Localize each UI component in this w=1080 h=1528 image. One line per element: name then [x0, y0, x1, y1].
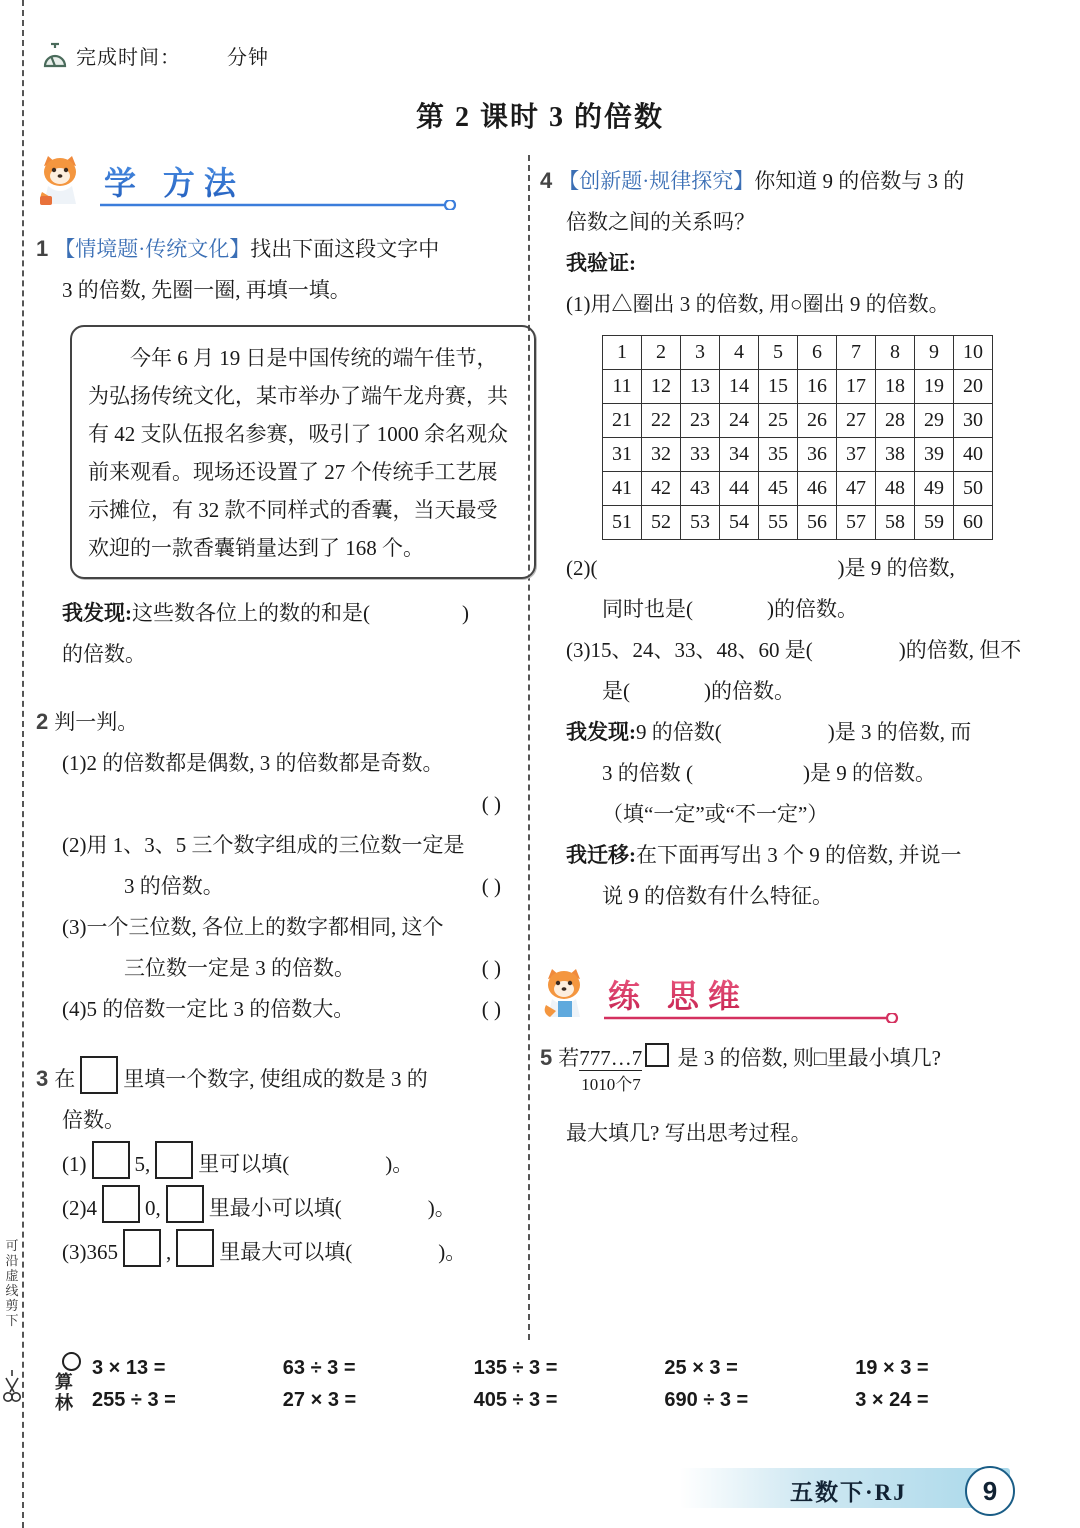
calc-expression[interactable]: 3 × 13 = — [92, 1357, 166, 1379]
problem-3-stem — [36, 1056, 521, 1100]
grid-cell[interactable]: 39 — [915, 438, 954, 472]
grid-cell[interactable]: 12 — [642, 370, 681, 404]
grid-cell[interactable]: 8 — [876, 336, 915, 370]
item-mid: 0, — [145, 1196, 161, 1220]
fill-box[interactable] — [80, 1056, 118, 1094]
grid-cell[interactable]: 2 — [642, 336, 681, 370]
problem-4-tag: 【创新题·规律探究】 — [558, 169, 755, 193]
grid-cell[interactable]: 15 — [759, 370, 798, 404]
problem-2-answer-1[interactable]: ( ) — [481, 792, 501, 816]
step2-close: )是 9 的倍数, — [837, 556, 955, 580]
fill-box[interactable] — [123, 1229, 161, 1267]
grid-cell[interactable]: 25 — [759, 404, 798, 438]
grid-cell[interactable]: 17 — [837, 370, 876, 404]
grid-cell[interactable]: 18 — [876, 370, 915, 404]
problem-4-stem-line1: 你知道 9 的倍数与 3 的 — [754, 169, 965, 193]
table-row — [603, 404, 993, 438]
grid-cell[interactable]: 16 — [798, 370, 837, 404]
grid-cell[interactable]: 31 — [603, 438, 642, 472]
item-post: 里可以填( — [198, 1152, 290, 1176]
page-title: 第 2 课时 3 的倍数 — [415, 102, 664, 133]
scissors-icon — [0, 1368, 24, 1408]
step3-c: 是( — [602, 679, 630, 703]
calc-label-bottom: 林 — [55, 1393, 73, 1413]
problem-2-item-1 — [62, 743, 521, 784]
section-banner-thinking — [540, 963, 1040, 1025]
problem-3-item-3 — [62, 1229, 521, 1273]
calc-strip-label — [36, 1352, 92, 1414]
story-paragraph: 今年 6 月 19 日是中国传统的端午佳节，为弘扬传统文化，某市举办了端午龙舟赛，共有 42 支队伍报名参赛，吸引了 1000 余名观众前来观看。现场还设置了 27 个传统手工艺展示摊位，有 32 款不同样式的香囊，当天最受欢迎的一款香囊销量达到了 168 个。 — [88, 346, 508, 560]
grid-cell[interactable]: 35 — [759, 438, 798, 472]
problem-4-transfer-line1 — [566, 835, 1040, 876]
grid-cell[interactable]: 49 — [915, 472, 954, 506]
grid-cell[interactable]: 30 — [954, 404, 993, 438]
minutes-unit-label: 分钟 — [227, 46, 269, 69]
found-b: )是 3 的倍数, 而 — [827, 720, 972, 744]
problem-1-found-line2: 的倍数。 — [62, 642, 146, 666]
problem-2-stem — [36, 701, 521, 743]
item-post: 里最大可以填( — [219, 1240, 353, 1264]
problem-2-item-3 — [62, 907, 521, 948]
table-row — [603, 370, 993, 404]
banner-rule — [100, 200, 460, 210]
footer-book-label: 五数下·RJ — [790, 1480, 907, 1505]
grid-cell[interactable]: 36 — [798, 438, 837, 472]
step3-b: )的倍数, 但不 — [898, 638, 1022, 662]
item-mid: , — [166, 1240, 172, 1264]
step3-d: )的倍数。 — [704, 679, 795, 703]
grid-cell[interactable]: 43 — [681, 472, 720, 506]
item-no: (3) — [62, 915, 87, 939]
story-text-box — [70, 325, 536, 579]
grid-cell[interactable]: 44 — [720, 472, 759, 506]
problem-4-number: 4 — [540, 168, 553, 193]
table-row — [603, 506, 993, 540]
section-label-thinking: 练 思维 — [600, 969, 757, 1021]
grid-cell[interactable]: 7 — [837, 336, 876, 370]
grid-cell[interactable]: 14 — [720, 370, 759, 404]
item-close: )。 — [385, 1152, 414, 1176]
grid-cell[interactable]: 54 — [720, 506, 759, 540]
repeated-digits: 777…7 — [579, 1046, 643, 1070]
grid-cell[interactable]: 37 — [837, 438, 876, 472]
problem-2-stem-text: 判一判。 — [54, 710, 139, 734]
grid-cell[interactable]: 5 — [759, 336, 798, 370]
calculation-practice-strip — [36, 1352, 1046, 1416]
problem-3 — [36, 1056, 521, 1273]
problem-5-line2: 最大填几? 写出思考过程。 — [566, 1121, 812, 1145]
grid-cell[interactable]: 34 — [720, 438, 759, 472]
item-post: 里最小可以填( — [208, 1196, 342, 1220]
cut-label-char: 线 — [5, 1283, 19, 1298]
table-row — [603, 472, 993, 506]
item-no: (4) — [62, 997, 87, 1021]
grid-cell[interactable]: 9 — [915, 336, 954, 370]
cut-label-char: 可 — [5, 1238, 19, 1253]
item-close: )。 — [438, 1240, 467, 1264]
problem-1-found-line1 — [62, 593, 521, 634]
grid-cell[interactable]: 38 — [876, 438, 915, 472]
grid-cell[interactable]: 4 — [720, 336, 759, 370]
grid-cell[interactable]: 56 — [798, 506, 837, 540]
grid-cell[interactable]: 42 — [642, 472, 681, 506]
calc-column — [283, 1352, 474, 1416]
cut-label-char: 下 — [5, 1313, 19, 1328]
grid-cell[interactable]: 59 — [915, 506, 954, 540]
item-no: (1) — [62, 751, 87, 775]
item-text2: 三位数一定是 3 的倍数。 — [124, 956, 355, 980]
problem-2-item-4 — [62, 989, 521, 1030]
problem-3-number: 3 — [36, 1066, 49, 1091]
found-label: 我发现: — [62, 601, 132, 625]
item-text: 2 的倍数都是偶数, 3 的倍数都是奇数。 — [86, 751, 444, 775]
problem-2-answer-4[interactable]: ( ) — [481, 997, 501, 1021]
grid-cell[interactable]: 51 — [603, 506, 642, 540]
item-no: (2) — [62, 833, 87, 857]
calc-column — [92, 1352, 283, 1416]
grid-cell[interactable]: 50 — [954, 472, 993, 506]
repeated-digits-group — [579, 1038, 643, 1094]
completion-time-label: 完成时间： — [76, 46, 181, 69]
found-c: 3 的倍数 ( — [602, 761, 693, 785]
step2-c: 同时也是( — [602, 597, 693, 621]
grid-cell[interactable]: 32 — [642, 438, 681, 472]
calc-expression[interactable]: 405 ÷ 3 = — [473, 1389, 558, 1411]
problem-3-stem-c: 倍数。 — [62, 1108, 125, 1132]
grid-cell[interactable]: 46 — [798, 472, 837, 506]
problem-2-number: 2 — [36, 709, 49, 734]
grid-cell[interactable]: 24 — [720, 404, 759, 438]
found-text: 这些数各位上的数的和是( — [132, 601, 370, 625]
grid-cell[interactable]: 58 — [876, 506, 915, 540]
cut-dashed-line — [22, 0, 24, 1528]
grid-cell[interactable]: 1 — [603, 336, 642, 370]
fill-box[interactable] — [166, 1185, 204, 1223]
item-text2: 3 的倍数。 — [124, 874, 224, 898]
problem-5-number: 5 — [540, 1045, 553, 1070]
step2-open: (2)( — [566, 556, 598, 580]
grid-cell[interactable]: 10 — [954, 336, 993, 370]
transfer-a: 在下面再写出 3 个 9 的倍数, 并说一 — [636, 843, 962, 867]
grid-cell[interactable]: 26 — [798, 404, 837, 438]
item-close: )。 — [427, 1196, 456, 1220]
calc-expression[interactable]: 3 × 24 = — [855, 1389, 929, 1411]
problem-4-stem-line2: 倍数之间的关系吗？ — [566, 210, 755, 234]
calc-label-top: 算 — [55, 1372, 73, 1392]
problem-5-stem — [540, 1037, 1040, 1094]
problem-4-found-line2 — [602, 753, 1040, 794]
found-paren-close: ) — [462, 601, 469, 625]
item-text: 一个三位数, 各位上的数字都相同, 这个 — [86, 915, 444, 939]
fill-box[interactable] — [176, 1229, 214, 1267]
item-no: (3) — [62, 1240, 87, 1264]
problem-5-prefix: 若 — [558, 1046, 580, 1070]
number-grid-table[interactable] — [602, 335, 993, 540]
problem-5 — [540, 1037, 1040, 1154]
problem-1-number: 1 — [36, 236, 49, 261]
page-number: 9 — [965, 1466, 1015, 1516]
found-label: 我发现: — [566, 720, 636, 744]
item-no: (1) — [62, 1152, 87, 1176]
grid-cell[interactable]: 57 — [837, 506, 876, 540]
item-pre: 4 — [86, 1196, 97, 1220]
problem-3-item-2 — [62, 1185, 521, 1229]
problem-2-answer-3[interactable]: ( ) — [481, 956, 501, 980]
item-no: (2) — [62, 1196, 87, 1220]
right-column — [540, 160, 1040, 1154]
fill-box[interactable] — [155, 1141, 193, 1179]
problem-4-stem — [540, 160, 1040, 202]
item-pre: 365 — [86, 1240, 118, 1264]
problem-1 — [36, 228, 521, 675]
item-mid: 5, — [134, 1152, 151, 1176]
calc-column — [664, 1352, 855, 1416]
completion-time-header — [40, 40, 269, 70]
problem-4-verify-label: 我验证: — [566, 251, 636, 275]
cut-label-char: 虚 — [5, 1268, 19, 1283]
grid-cell[interactable]: 13 — [681, 370, 720, 404]
step3-a: (3)15、24、33、48、60 是( — [566, 638, 813, 662]
grid-cell[interactable]: 48 — [876, 472, 915, 506]
found-a: 9 的倍数( — [636, 720, 722, 744]
stopwatch-icon — [40, 40, 70, 70]
problem-3-stem-b: 里填一个数字, 使组成的数是 3 的 — [123, 1067, 428, 1091]
item-text: 用 1、3、5 三个数字组成的三位数一定是 — [86, 833, 465, 857]
problem-4-step2-line2 — [602, 589, 1040, 630]
grid-cell[interactable]: 3 — [681, 336, 720, 370]
left-column — [36, 150, 521, 1273]
problem-4-step3-line1 — [566, 630, 1040, 671]
grid-cell[interactable]: 21 — [603, 404, 642, 438]
problem-5-after: 是 3 的倍数, 则□里最小填几? — [677, 1046, 942, 1070]
grid-cell[interactable]: 6 — [798, 336, 837, 370]
problem-3-stem-a: 在 — [54, 1067, 76, 1091]
grid-cell[interactable]: 27 — [837, 404, 876, 438]
found-d: )是 9 的倍数。 — [803, 761, 936, 785]
grid-cell[interactable]: 23 — [681, 404, 720, 438]
calc-expression[interactable]: 63 ÷ 3 = — [282, 1357, 356, 1379]
calc-column — [855, 1352, 1046, 1416]
problem-3-item-1 — [62, 1141, 521, 1185]
grid-cell[interactable]: 19 — [915, 370, 954, 404]
section-label-method: 学 方法 — [96, 156, 253, 208]
grid-cell[interactable]: 55 — [759, 506, 798, 540]
calc-expression[interactable]: 19 × 3 = — [855, 1357, 929, 1379]
step2-d: )的倍数。 — [767, 597, 858, 621]
problem-1-stem — [36, 228, 521, 270]
grid-cell[interactable]: 11 — [603, 370, 642, 404]
grid-cell[interactable]: 40 — [954, 438, 993, 472]
grid-cell[interactable]: 45 — [759, 472, 798, 506]
grid-cell[interactable]: 60 — [954, 506, 993, 540]
cut-label-char: 沿 — [5, 1253, 19, 1268]
problem-2-item-3-cont — [62, 948, 521, 989]
table-row — [603, 336, 993, 370]
problem-1-stem-line1: 找出下面这段文字中 — [250, 237, 440, 261]
grid-cell[interactable]: 47 — [837, 472, 876, 506]
problem-4-found-line1 — [566, 712, 1040, 753]
cut-label-char: 剪 — [5, 1298, 19, 1313]
grid-cell[interactable]: 20 — [954, 370, 993, 404]
grid-cell[interactable]: 29 — [915, 404, 954, 438]
grid-cell[interactable]: 41 — [603, 472, 642, 506]
calc-expression[interactable]: 690 ÷ 3 = — [664, 1389, 749, 1411]
transfer-label: 我迁移: — [566, 843, 636, 867]
problem-4-step2-line1 — [566, 548, 1040, 589]
problem-4 — [540, 160, 1040, 917]
section-banner-method — [36, 150, 521, 212]
grid-cell[interactable]: 33 — [681, 438, 720, 472]
grid-cell[interactable]: 22 — [642, 404, 681, 438]
fill-box[interactable] — [645, 1043, 669, 1067]
problem-2-answer-2[interactable]: ( ) — [481, 874, 501, 898]
problem-4-transfer-line2: 说 9 的倍数有什么特征。 — [602, 884, 833, 908]
problem-4-step3-line2 — [602, 671, 1040, 712]
calc-expression[interactable]: 25 × 3 = — [664, 1357, 738, 1379]
fox-mascot-icon — [36, 152, 92, 208]
problem-4-found-hint: （填“一定”或“不一定”） — [602, 802, 829, 826]
problem-2-item-2 — [62, 825, 521, 866]
fill-box[interactable] — [102, 1185, 140, 1223]
brace-count-label: 1010个7 — [581, 1075, 641, 1094]
problem-1-tag: 【情境题·传统文化】 — [54, 237, 251, 261]
problem-2-item-2-cont — [62, 866, 521, 907]
cut-line-label — [2, 1238, 22, 1328]
table-row — [603, 438, 993, 472]
banner-rule — [604, 1013, 904, 1023]
problem-2 — [36, 701, 521, 1030]
calc-column — [474, 1352, 665, 1416]
problem-1-stem-line2: 3 的倍数, 先圈一圈, 再填一填。 — [62, 278, 351, 302]
problem-4-step1: (1)用△圈出 3 的倍数, 用○圈出 9 的倍数。 — [566, 292, 950, 316]
grid-cell[interactable]: 53 — [681, 506, 720, 540]
calc-expression[interactable]: 135 ÷ 3 = — [473, 1357, 558, 1379]
calc-expression[interactable]: 255 ÷ 3 = — [92, 1389, 176, 1411]
fox-mascot-icon — [540, 965, 596, 1021]
fill-box[interactable] — [92, 1141, 130, 1179]
grid-cell[interactable]: 52 — [642, 506, 681, 540]
grid-cell[interactable]: 28 — [876, 404, 915, 438]
calc-expression[interactable]: 27 × 3 = — [282, 1389, 357, 1411]
circle-icon — [62, 1352, 81, 1371]
item-text: 5 的倍数一定比 3 的倍数大。 — [86, 997, 355, 1021]
